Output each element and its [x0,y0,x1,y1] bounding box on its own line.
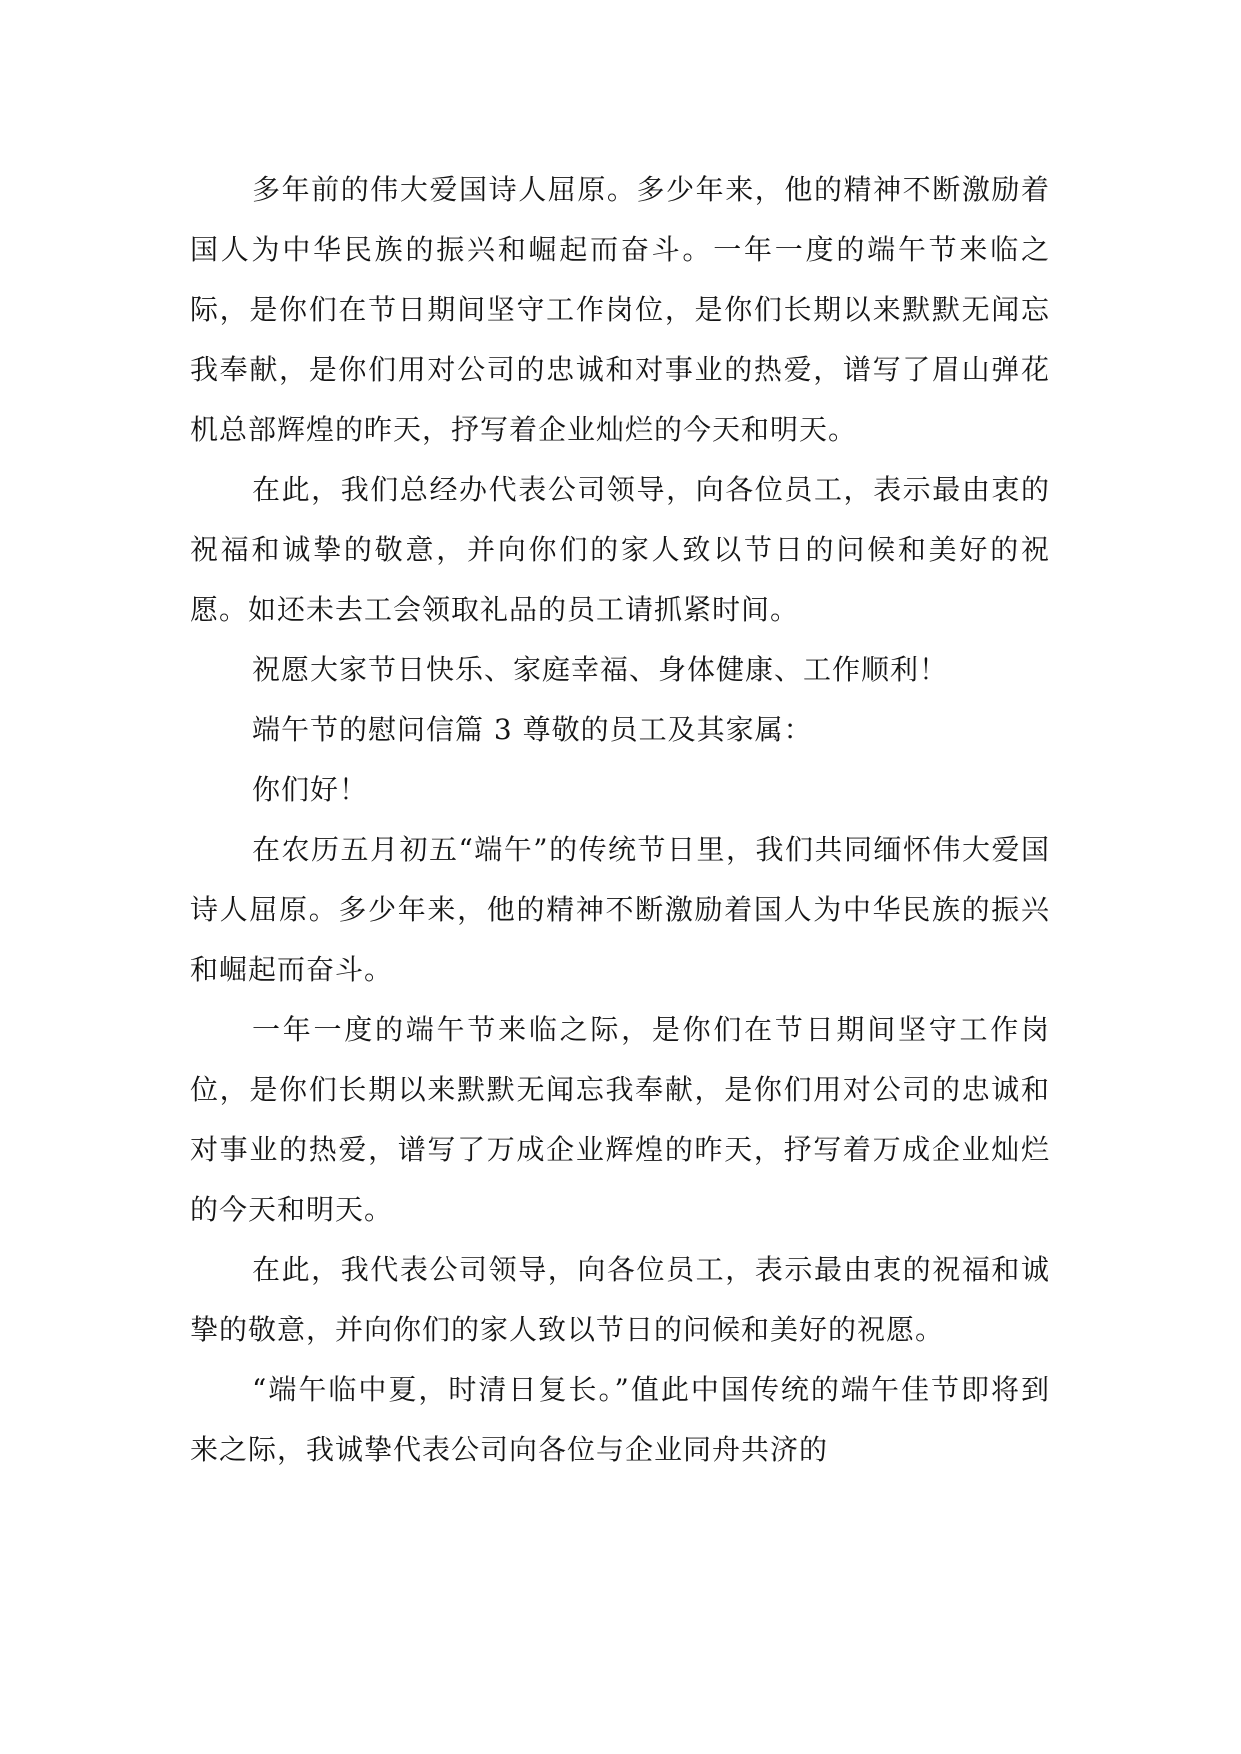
paragraph-3: 祝愿大家节日快乐、家庭幸福、身体健康、工作顺利！ [252,653,949,686]
document-body [190,160,1050,1480]
paragraph-1: 多年前的伟大爱国诗人屈原。多少年来，他的精神不断激励着国人为中华民族的振兴和崛起而奋斗。一年一度的端午节来临之际，是你们在节日期间坚守工作岗位，是你们长期以来默默无闻忘我奉献，是你们用对公司的忠诚和对事业的热爱，谱写了眉山弹花机总部辉煌的昨天，抒写着企业灿烂的今天和明天。 [190,173,1050,446]
paragraph-4: 端午节的慰问信篇 3 尊敬的员工及其家属： [252,713,813,746]
paragraph-2: 在此，我们总经办代表公司领导，向各位员工，表示最由衷的祝福和诚挚的敬意，并向你们的家人致以节日的问候和美好的祝愿。如还未去工会领取礼品的员工请抓紧时间。 [190,473,1050,626]
paragraph-7: 一年一度的端午节来临之际，是你们在节日期间坚守工作岗位，是你们长期以来默默无闻忘我奉献，是你们用对公司的忠诚和对事业的热爱，谱写了万成企业辉煌的昨天，抒写着万成企业灿烂的今天和明天。 [190,1013,1050,1226]
paragraph-8: 在此，我代表公司领导，向各位员工，表示最由衷的祝福和诚挚的敬意，并向你们的家人致以节日的问候和美好的祝愿。 [190,1253,1050,1346]
paragraph-9: “端午临中夏，时清日复长。”值此中国传统的端午佳节即将到来之际，我诚挚代表公司向各位与企业同舟共济的 [190,1373,1050,1466]
paragraph-5: 你们好！ [252,773,369,806]
paragraph-6: 在农历五月初五“端午”的传统节日里，我们共同缅怀伟大爱国诗人屈原。多少年来，他的精神不断激励着国人为中华民族的振兴和崛起而奋斗。 [190,833,1050,986]
